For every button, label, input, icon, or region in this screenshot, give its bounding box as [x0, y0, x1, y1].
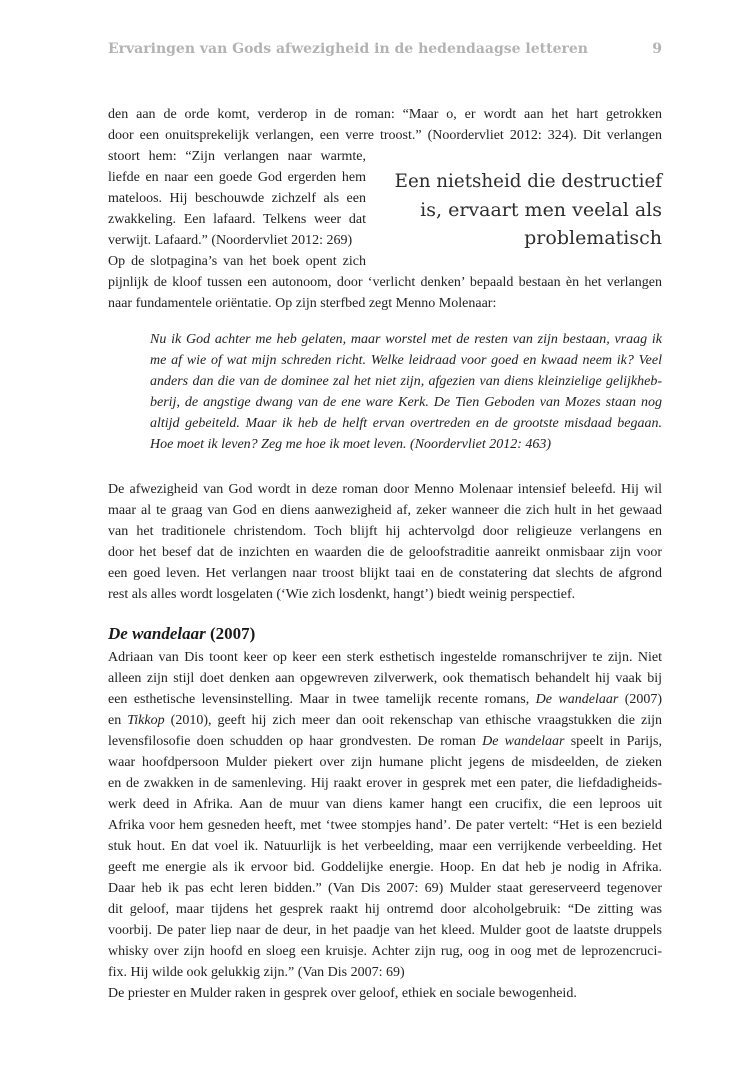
text-line: De priester en Mulder raken in gesprek over geloof, ethiek en sociale bewogenheid. [108, 986, 577, 1001]
pull-quote-line: is, ervaart men veelal als [420, 199, 662, 221]
text-line: werk deed in Afrika. Aan de muur van diens kamer hangt een crucifix, die een leproos uit [108, 797, 662, 812]
page-number: 9 [652, 41, 662, 57]
pull-quote-line: Een nietsheid die destructief [394, 171, 662, 192]
text-line: verwijt. Lafaard.” (Noordervliet 2012: 269) [108, 233, 353, 248]
text-line: Op de slotpagina’s van het boek opent zich [108, 254, 366, 269]
text-line: voorbij. De pater liep naar de deur, in het paadje van het kleed. Mulder goot de laatste druppels [108, 923, 662, 938]
pull-quote-line: problematisch [524, 227, 662, 249]
quote-line: me af wie of wat mijn schreden richt. Welke leidraad voor goed en kwaad neem ik? Veel [150, 353, 662, 368]
text-line: naar fundamentele oriëntatie. Op zijn sterfbed zegt Menno Molenaar: [108, 296, 497, 311]
text-run: (2007) [618, 692, 663, 707]
text-line: mateloos. Hij beschouwde zichzelf als een [108, 191, 366, 206]
text-line: dit geloof, maar tijdens het gesprek raakt hij ontremd door alcoholgebruik: “De zitting was [108, 902, 662, 917]
text-line: pijnlijk de kloof tussen een autonoom, door ‘verlicht denken’ bepaald bestaan èn het verlangen [108, 275, 662, 290]
book-title: Tikkop [127, 713, 165, 728]
text-run: levensfilosofie doen schudden op haar grondvesten. De roman [108, 734, 483, 749]
running-title: Ervaringen van Gods afwezigheid in de hedendaagse letteren [108, 41, 588, 57]
text-line [108, 710, 662, 731]
quote-line: anders dan die van de dominee zal het niet zijn, afgezien van diens kleinzielige gelijkheb- [150, 374, 662, 389]
text-line: liefde en naar een goede God ergerden hem [108, 170, 366, 185]
text-line: stuk hout. En dat voel ik. Natuurlijk is het verbeelding, maar een verrijkende verbeelding. Het [108, 839, 662, 854]
heading-year: (2007) [205, 624, 256, 643]
text-line: en de zwakken in de samenleving. Hij raakt erover in gesprek met een pater, die liefdadigheids- [108, 776, 662, 791]
text-line: stoort hem: “Zijn verlangen naar warmte, [108, 149, 366, 164]
text-line: fix. Hij wilde ook gelukkig zijn.” (Van Dis 2007: 69) [108, 965, 405, 980]
text-line [108, 689, 662, 710]
text-line: zwakkeling. Een lafaard. Telkens weer dat [108, 212, 366, 227]
text-line: Daar heb ik pas echt leren bidden.” (Van Dis 2007: 69) Mulder staat gereserveerd tegenover [108, 881, 662, 896]
text-line: Afrika voor hem gesneden heeft, met ‘twee stompjes hand’. De pater vertelt: “Het is een bezield [108, 818, 662, 833]
text-run: (2010), geeft hij zich meer dan ooit rekenschap van ethische vraagstukken die zijn [164, 713, 662, 728]
pull-quote [392, 168, 662, 252]
text-line [108, 731, 662, 752]
text-line: door een onuitsprekelijk verlangen, een verre troost.” (Noordervliet 2012: 324). Dit verlangen [108, 128, 662, 143]
text-run: speelt in Parijs, [564, 734, 663, 749]
text-line: whisky over zijn hoofd en sloeg een kruisje. Achter zijn rug, oog in oog met de leprozencruci- [108, 944, 662, 959]
text-line: maar al te graag van God en diens aanwezigheid af, zeker wanneer die zich hult in het gewaad [108, 503, 662, 518]
text-line: den aan de orde komt, verderop in de roman: “Maar o, er wordt aan het hart getrokken [108, 107, 662, 122]
text-line: waar hoofdpersoon Mulder piekert over zijn humane plicht jegens de misdeelden, de zieken [108, 755, 662, 770]
text-run: en [108, 713, 128, 728]
text-line: rest als alles wordt losgelaten (‘Wie zich losdenkt, hangt’) biedt weinig perspectief. [108, 587, 576, 602]
book-title: De wandelaar [535, 692, 619, 707]
text-line: geeft me energie als ik ervoor bid. Goddelijke energie. Hoop. En dat heb je nodig in Afrika. [108, 860, 662, 875]
text-line: door het besef dat de inzichten en waarden die de geloofstraditie aanreikt onmisbaar zijn voor [108, 545, 662, 560]
quote-line: altijd gebeiteld. Maar ik heb de helft ervan overtreden en de grootste misdaad begaan. [150, 416, 662, 431]
quote-line: berij, de angstige dwang van de ene ware Kerk. De Tien Geboden van Mozes staan nog [150, 395, 662, 410]
quote-line: Nu ik God achter me heb gelaten, maar worstel met de resten van zijn bestaan, vraag ik [150, 332, 662, 347]
text-line: De afwezigheid van God wordt in deze roman door Menno Molenaar intensief beleefd. Hij wil [108, 482, 662, 497]
book-title: De wandelaar [482, 734, 565, 749]
text-line: Adriaan van Dis toont keer op keer een sterk esthetisch ingestelde romanschrijver te zijn. Niet [108, 650, 662, 665]
quote-line: Hoe moet ik leven? Zeg me hoe ik moet leven. (Noordervliet 2012: 463) [150, 437, 552, 452]
text-line: een goed leven. Het verlangen naar troost blijkt taai en de constatering dat slechts de afgrond [108, 566, 662, 581]
text-run: een esthetische levensinstelling. Maar in twee tamelijk recente romans, [108, 692, 536, 707]
heading-title: De wandelaar [108, 624, 206, 643]
text-line: alleen zijn stijl doet denken aan opgewreven zilverwerk, ook thematisch behandelt hij vaak bij [108, 671, 662, 686]
section-heading [108, 623, 255, 645]
text-line: van het traditionele christendom. Toch blijft hij achtervolgd door religieuze verlangens en [108, 524, 662, 539]
